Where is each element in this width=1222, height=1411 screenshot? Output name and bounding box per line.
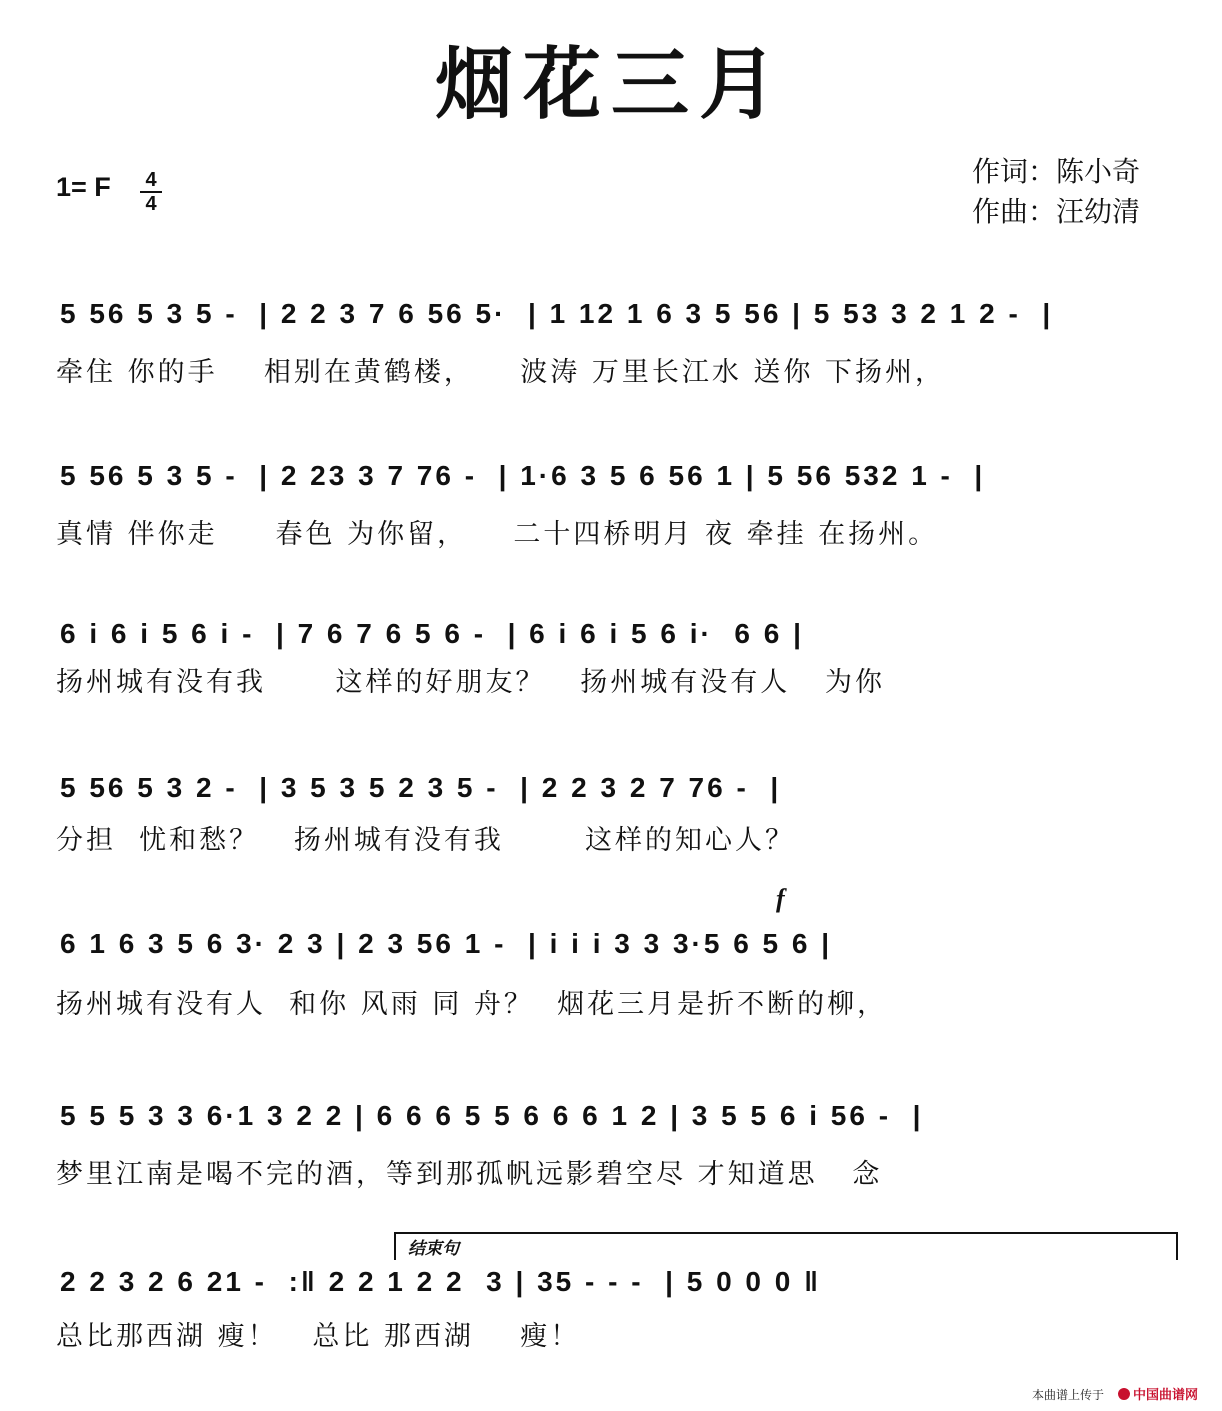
notation-line: 5 5 5 3 3 6·1 3 2 2 | 6 6 6 5 5 6 6 6 1 2 | 3 5 5 6 i 56 - | bbox=[60, 1100, 924, 1131]
notation-line: 5 56 5 3 5 - | 2 2 3 7 6 56 5· | 1 12 1 6 3 5 56 | 5 53 3 2 1 2 - | bbox=[60, 298, 1054, 329]
lyrics-line: 牵住 你的手 相别在黄鹤楼， 波涛 万里长江水 送你 下扬州， bbox=[56, 357, 945, 388]
logo-icon bbox=[1118, 1388, 1130, 1400]
time-signature bbox=[140, 170, 162, 214]
composer-credit: 作曲：汪幼清 bbox=[972, 195, 1141, 228]
lyrics-line: 分担 忧和愁？ 扬州城有没有我 这样的知心人？ bbox=[56, 825, 795, 856]
lyrics-line: 梦里江南是喝不完的酒，等到那孤帆远影碧空尽 才知道思 念 bbox=[56, 1159, 883, 1190]
notation-line: 5 56 5 3 5 - | 2 23 3 7 76 - | 1·6 3 5 6 56 1 | 5 56 532 1 - | bbox=[60, 460, 986, 491]
notation-line: 5 56 5 3 2 - | 3 5 3 5 2 3 5 - | 2 2 3 2 7 76 - | bbox=[60, 772, 782, 803]
lyrics-line: 扬州城有没有我 这样的好朋友？ 扬州城有没有人 为你 bbox=[56, 667, 885, 698]
site-logo bbox=[1118, 1384, 1198, 1403]
notation-line: 2 2 3 2 6 21 - :‖ 2 2 1 2 2 3 | 35 - - - | 5 0 0 0 ‖ bbox=[60, 1266, 822, 1297]
notation-line: 6 i 6 i 5 6 i - | 7 6 7 6 5 6 - | 6 i 6 i 5 6 i· 6 6 | bbox=[60, 618, 804, 649]
page-title: 烟花三月 bbox=[434, 39, 787, 130]
notation-line: 6 1 6 3 5 6 3· 2 3 | 2 3 56 1 - | i i i 3 3 3·5 6 5 6 | bbox=[60, 928, 833, 959]
lyricist-credit: 作词：陈小奇 bbox=[972, 155, 1141, 188]
time-signature-top: 4 bbox=[145, 169, 157, 191]
ending-label: 结束句 bbox=[408, 1239, 459, 1259]
dynamic-marking: f bbox=[776, 884, 785, 913]
time-signature-bottom: 4 bbox=[145, 193, 157, 215]
lyrics-line: 扬州城有没有人 和你 风雨 同 舟？ 烟花三月是折不断的柳， bbox=[56, 989, 888, 1020]
logo-text: 中国曲谱网 bbox=[1133, 1388, 1199, 1403]
lyrics-line: 真情 伴你走 春色 为你留， 二十四桥明月 夜 牵挂 在扬州。 bbox=[56, 519, 939, 550]
upload-note: 本曲谱上传于 bbox=[1032, 1388, 1105, 1402]
ending-bracket bbox=[394, 1232, 1178, 1260]
key-signature: 1= F bbox=[56, 172, 111, 202]
lyrics-line: 总比那西湖 瘦！ 总比 那西湖 瘦！ bbox=[56, 1321, 581, 1352]
